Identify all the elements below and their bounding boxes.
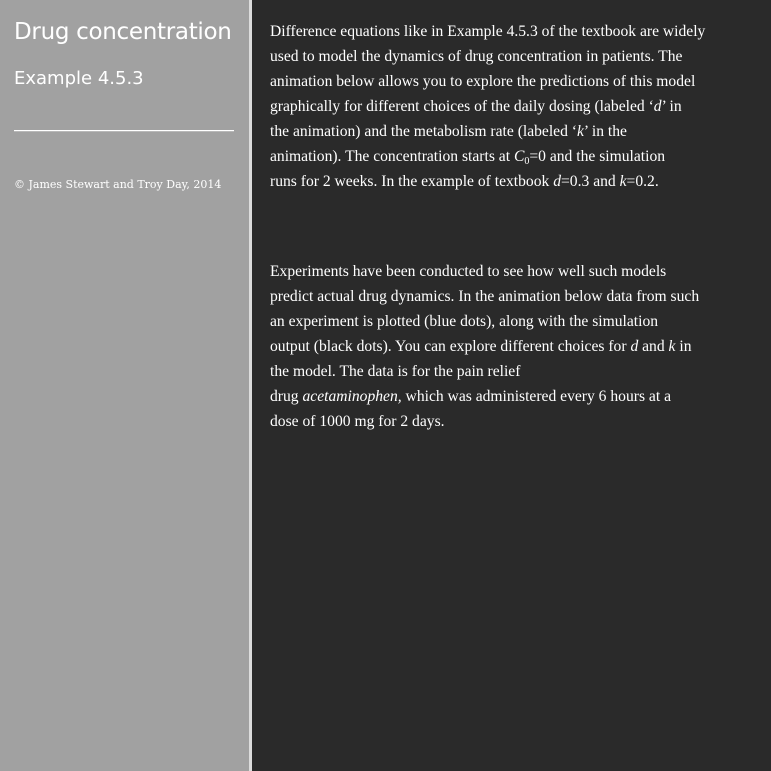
text-span: animation). The concentration starts at — [270, 148, 514, 165]
text-span: ’ in the — [583, 123, 627, 140]
text-line: Experiments have been conducted to see how well such models — [270, 263, 667, 280]
italic-k: k — [619, 173, 627, 190]
italic-k: k — [668, 338, 676, 355]
text-span: output (black dots). You can explore different choices for — [270, 338, 631, 355]
text-span: and — [638, 338, 669, 355]
text-line: the model. The data is for the pain relief — [270, 363, 521, 380]
text-line: Difference equations like in Example 4.5.3 of the textbook are widely — [270, 23, 706, 40]
text-span: graphically for different choices of the daily dosing (labeled ‘ — [270, 98, 654, 115]
text-line: predict actual drug dynamics. In the animation below data from such — [270, 288, 700, 305]
text-line — [270, 388, 671, 405]
text-span: the animation) and the metabolism rate (labeled ‘ — [270, 123, 577, 140]
page-subtitle: Example 4.5.3 — [14, 68, 144, 89]
page-title: Drug concentration — [14, 19, 232, 45]
intro-paragraph — [270, 19, 762, 194]
text-span: =0.3 and — [561, 173, 620, 190]
text-span: =0 and the simulation — [529, 148, 666, 165]
italic-d: d — [653, 98, 662, 115]
sidebar — [0, 0, 249, 771]
text-span: =0.2. — [626, 173, 659, 190]
sidebar-divider — [14, 130, 234, 132]
experiment-paragraph — [270, 259, 762, 434]
italic-d: d — [630, 338, 639, 355]
text-span: runs for 2 weeks. In the example of textbook — [270, 173, 554, 190]
text-line — [270, 123, 627, 140]
text-span: which was administered every 6 hours at a — [401, 388, 671, 405]
italic-d: d — [553, 173, 562, 190]
copyright-text: © James Stewart and Troy Day, 2014 — [14, 178, 222, 191]
text-line: used to model the dynamics of drug concentration in patients. The — [270, 48, 683, 65]
italic-drug-name: acetaminophen, — [302, 388, 402, 405]
main-content — [252, 0, 771, 771]
text-line: animation below allows you to explore the predictions of this model — [270, 73, 696, 90]
text-span: drug — [270, 388, 303, 405]
italic-c: C — [513, 148, 525, 165]
text-line — [270, 338, 692, 355]
text-line — [270, 173, 659, 190]
text-line — [270, 148, 665, 165]
italic-k: k — [577, 123, 584, 140]
text-line — [270, 98, 682, 115]
subscript-zero: 0 — [524, 156, 530, 167]
text-span: ’ in — [661, 98, 682, 115]
text-line: an experiment is plotted (blue dots), along with the simulation — [270, 313, 659, 330]
text-line: dose of 1000 mg for 2 days. — [270, 413, 445, 430]
text-span: in — [675, 338, 692, 355]
